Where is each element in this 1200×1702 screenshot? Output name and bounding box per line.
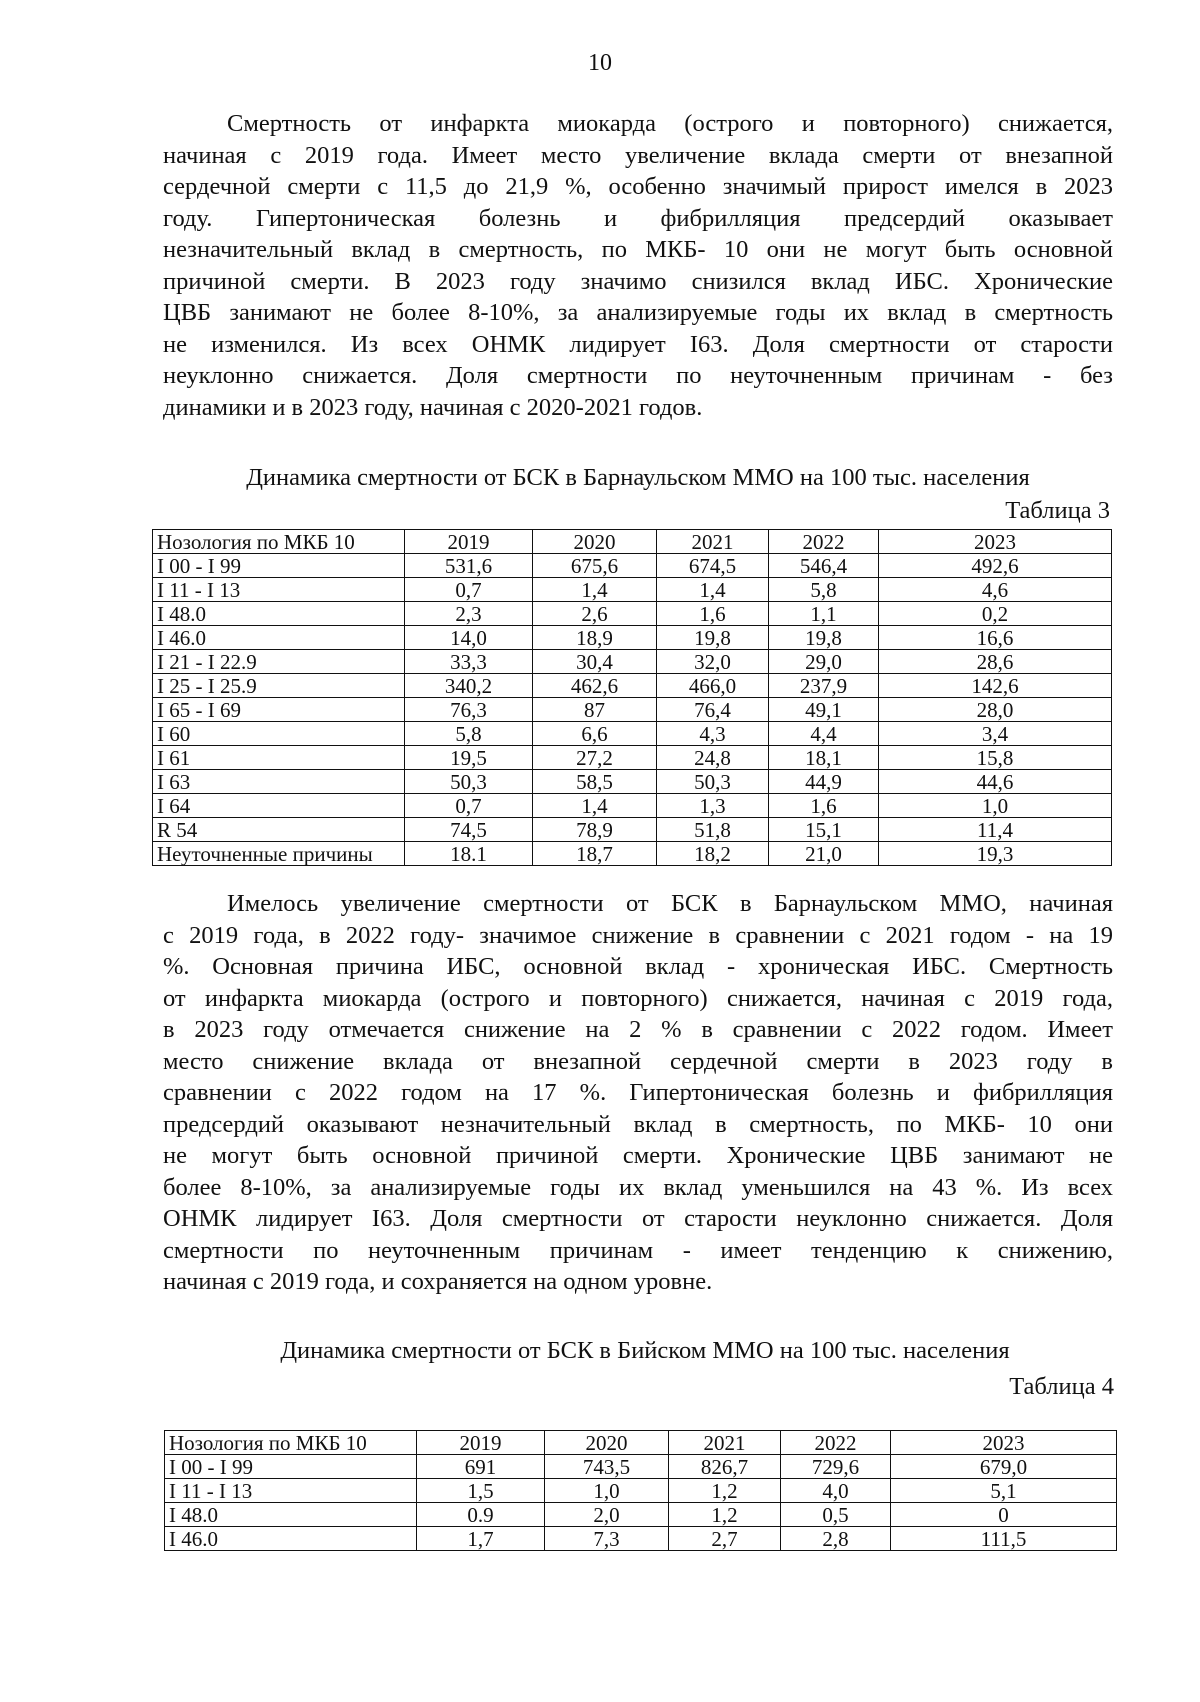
row-label-cell: I 63 [153,770,405,794]
text-line: не изменился. Из всех ОНМК лидирует I63. Доля смертности от старости [163,330,1113,358]
value-cell: 18,9 [533,626,657,650]
text-line: от инфаркта миокарда (острого и повторного) снижается, начиная с 2019 года, [163,984,1113,1012]
table-row [153,602,1112,626]
value-cell: 6,6 [533,722,657,746]
value-cell: 7,3 [545,1527,669,1551]
value-cell: 743,5 [545,1455,669,1479]
value-cell: 691 [417,1455,545,1479]
row-label-cell: Нозология по МКБ 10 [153,530,405,554]
value-cell: 51,8 [657,818,769,842]
table-row [153,794,1112,818]
value-cell: 27,2 [533,746,657,770]
value-cell: 531,6 [405,554,533,578]
value-cell: 674,5 [657,554,769,578]
row-label-cell: I 64 [153,794,405,818]
value-cell: 44,6 [879,770,1112,794]
value-cell: 15,8 [879,746,1112,770]
table-row [153,770,1112,794]
value-cell: 18,1 [769,746,879,770]
table-row [153,578,1112,602]
value-cell: 76,4 [657,698,769,722]
text-line: начиная с 2019 года. Имеет место увеличение вклада смерти от внезапной [163,141,1113,169]
table-row [153,650,1112,674]
text-line: причиной смерти. В 2023 году значимо снизился вклад ИБС. Хронические [163,267,1113,295]
value-cell: 0.9 [417,1503,545,1527]
table-row [165,1455,1117,1479]
table-row [153,746,1112,770]
text-line: с 2019 года, в 2022 году- значимое снижение в сравнении с 2021 годом - на 19 [163,921,1113,949]
value-cell: 2021 [669,1431,781,1455]
row-label-cell: I 60 [153,722,405,746]
table-row [153,818,1112,842]
value-cell: 2023 [891,1431,1117,1455]
row-label-cell: I 61 [153,746,405,770]
value-cell: 0 [891,1503,1117,1527]
value-cell: 729,6 [781,1455,891,1479]
value-cell: 1,4 [533,794,657,818]
value-cell: 1,2 [669,1503,781,1527]
text-line: начиная с 2019 года, и сохраняется на одном уровне. [163,1268,713,1295]
value-cell: 0,5 [781,1503,891,1527]
table-row [153,722,1112,746]
value-cell: 111,5 [891,1527,1117,1551]
table-4-body [165,1431,1117,1551]
value-cell: 15,1 [769,818,879,842]
row-label-cell: I 46.0 [153,626,405,650]
value-cell: 50,3 [405,770,533,794]
table-row [153,554,1112,578]
value-cell: 16,6 [879,626,1112,650]
value-cell: 11,4 [879,818,1112,842]
value-cell: 18,2 [657,842,769,866]
value-cell: 142,6 [879,674,1112,698]
value-cell: 2,8 [781,1527,891,1551]
value-cell: 44,9 [769,770,879,794]
value-cell: 5,8 [769,578,879,602]
value-cell: 21,0 [769,842,879,866]
text-line: году. Гипертоническая болезнь и фибрилляция предсердий оказывает [163,204,1113,232]
text-line: предсердий оказывают незначительный вклад в смертность, по МКБ- 10 они [163,1110,1113,1138]
table-3-caption: Динамика смертности от БСК в Барнаульском ММО на 100 тыс. населения [246,464,1030,491]
value-cell: 58,5 [533,770,657,794]
table-3 [152,529,1112,866]
value-cell: 1,3 [657,794,769,818]
text-line: смертности по неуточненным причинам - имеет тенденцию к снижению, [163,1236,1113,1264]
value-cell: 76,3 [405,698,533,722]
text-line: не могут быть основной причиной смерти. Хронические ЦВБ занимают не [163,1142,1113,1169]
value-cell: 2019 [405,530,533,554]
value-cell: 78,9 [533,818,657,842]
value-cell: 1,2 [669,1479,781,1503]
value-cell: 2,7 [669,1527,781,1551]
value-cell: 30,4 [533,650,657,674]
text-line: более 8-10%, за анализируемые годы их вклад уменьшился на 43 %. Из всех [163,1173,1113,1201]
value-cell: 19,8 [657,626,769,650]
value-cell: 32,0 [657,650,769,674]
text-line: сравнении с 2022 годом на 17 %. Гипертоническая болезнь и фибрилляция [163,1079,1113,1106]
row-label-cell: I 11 - I 13 [165,1479,417,1503]
value-cell: 5,8 [405,722,533,746]
value-cell: 2,6 [533,602,657,626]
value-cell: 4,6 [879,578,1112,602]
page-number: 10 [588,50,612,76]
value-cell: 546,4 [769,554,879,578]
text-line: место снижение вклада от внезапной сердечной смерти в 2023 году в [163,1047,1113,1075]
table-row [165,1527,1117,1551]
value-cell: 18,7 [533,842,657,866]
value-cell: 29,0 [769,650,879,674]
value-cell: 4,3 [657,722,769,746]
row-label-cell: I 48.0 [165,1503,417,1527]
value-cell: 0,7 [405,578,533,602]
text-line: сердечной смерти с 11,5 до 21,9 %, особенно значимый прирост имелся в 2023 [163,173,1113,200]
row-label-cell: Неуточненные причины [153,842,405,866]
text-line: в 2023 году отмечается снижение на 2 % в сравнении с 2022 годом. Имеет [163,1016,1113,1043]
value-cell: 74,5 [405,818,533,842]
value-cell: 2022 [781,1431,891,1455]
table-row [153,626,1112,650]
table-row [165,1479,1117,1503]
value-cell: 462,6 [533,674,657,698]
text-line: незначительный вклад в смертность, по МКБ- 10 они не могут быть основной [163,236,1113,263]
value-cell: 1,6 [769,794,879,818]
row-label-cell: I 48.0 [153,602,405,626]
value-cell: 466,0 [657,674,769,698]
value-cell: 28,6 [879,650,1112,674]
table-header-row [165,1431,1117,1455]
value-cell: 340,2 [405,674,533,698]
value-cell: 19,3 [879,842,1112,866]
value-cell: 4,4 [769,722,879,746]
value-cell: 1,6 [657,602,769,626]
table-row [153,674,1112,698]
row-label-cell: Нозология по МКБ 10 [165,1431,417,1455]
value-cell: 1,7 [417,1527,545,1551]
text-line: Имелось увеличение смертности от БСК в Барнаульском ММО, начиная [227,890,1113,917]
value-cell: 1,4 [657,578,769,602]
table-row [165,1503,1117,1527]
row-label-cell: I 00 - I 99 [153,554,405,578]
value-cell: 492,6 [879,554,1112,578]
value-cell: 1,0 [879,794,1112,818]
row-label-cell: I 00 - I 99 [165,1455,417,1479]
value-cell: 19,8 [769,626,879,650]
value-cell: 1,0 [545,1479,669,1503]
table-row [153,842,1112,866]
value-cell: 237,9 [769,674,879,698]
text-line: ЦВБ занимают не более 8-10%, за анализируемые годы их вклад в смертность [163,299,1113,326]
value-cell: 18.1 [405,842,533,866]
value-cell: 19,5 [405,746,533,770]
text-line: ОНМК лидирует I63. Доля смертности от старости неуклонно снижается. Доля [163,1205,1113,1232]
value-cell: 679,0 [891,1455,1117,1479]
value-cell: 14,0 [405,626,533,650]
row-label-cell: R 54 [153,818,405,842]
value-cell: 0,7 [405,794,533,818]
row-label-cell: I 21 - I 22.9 [153,650,405,674]
value-cell: 1,4 [533,578,657,602]
text-line: неуклонно снижается. Доля смертности по неуточненным причинам - без [163,362,1113,389]
table-4-label: Таблица 4 [1009,1373,1114,1400]
value-cell: 2023 [879,530,1112,554]
value-cell: 4,0 [781,1479,891,1503]
value-cell: 1,1 [769,602,879,626]
paragraph-2 [163,888,1113,1298]
value-cell: 2020 [533,530,657,554]
value-cell: 33,3 [405,650,533,674]
value-cell: 49,1 [769,698,879,722]
value-cell: 50,3 [657,770,769,794]
paragraph-1 [163,108,1113,423]
value-cell: 2019 [417,1431,545,1455]
table-4-caption: Динамика смертности от БСК в Бийском ММО на 100 тыс. населения [280,1337,1010,1364]
text-line: динамики и в 2023 году, начиная с 2020-2021 годов. [163,393,703,421]
table-3-body [153,530,1112,866]
row-label-cell: I 65 - I 69 [153,698,405,722]
text-line: %. Основная причина ИБС, основной вклад - хроническая ИБС. Смертность [163,953,1113,980]
table-4 [164,1430,1117,1551]
table-3-label: Таблица 3 [1005,497,1110,524]
table-row [153,698,1112,722]
value-cell: 0,2 [879,602,1112,626]
value-cell: 2,0 [545,1503,669,1527]
text-line: Смертность от инфаркта миокарда (острого и повторного) снижается, [227,110,1113,137]
row-label-cell: I 46.0 [165,1527,417,1551]
value-cell: 675,6 [533,554,657,578]
value-cell: 2020 [545,1431,669,1455]
value-cell: 2022 [769,530,879,554]
value-cell: 28,0 [879,698,1112,722]
table-header-row [153,530,1112,554]
value-cell: 87 [533,698,657,722]
row-label-cell: I 11 - I 13 [153,578,405,602]
row-label-cell: I 25 - I 25.9 [153,674,405,698]
value-cell: 5,1 [891,1479,1117,1503]
value-cell: 3,4 [879,722,1112,746]
value-cell: 2021 [657,530,769,554]
value-cell: 826,7 [669,1455,781,1479]
value-cell: 2,3 [405,602,533,626]
value-cell: 24,8 [657,746,769,770]
value-cell: 1,5 [417,1479,545,1503]
